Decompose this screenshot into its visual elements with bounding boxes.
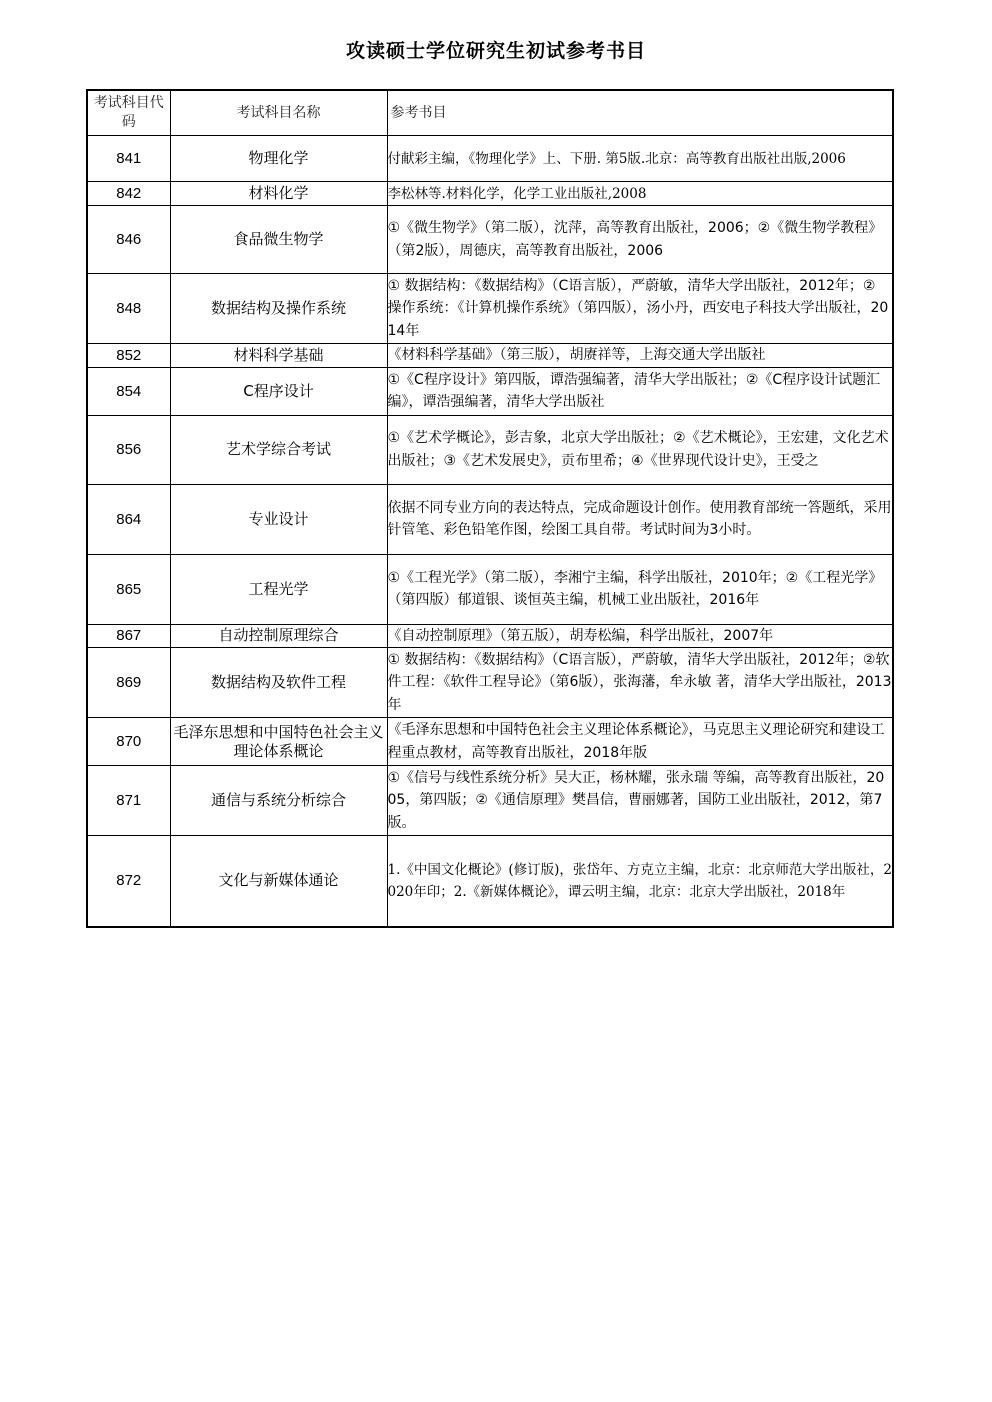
table-row (87, 648, 893, 718)
subject-name: 艺术学综合考试 (170, 415, 387, 484)
table-row (87, 367, 893, 415)
reference-books: ① 数据结构：《数据结构》（C语言版），严蔚敏，清华大学出版社，2012年；② 操作系统：《计算机操作系统》（第四版），汤小丹，西安电子科技大学出版社，2014年 (387, 274, 893, 344)
table-row (87, 484, 893, 554)
reference-books: 《材料科学基础》（第三版），胡赓祥等，上海交通大学出版社 (387, 344, 893, 368)
reference-books: 李松林等.材料化学，化学工业出版社,2008 (387, 182, 893, 206)
subject-name: 数据结构及操作系统 (170, 274, 387, 344)
page-title: 攻读硕士学位研究生初试参考书目 (345, 40, 646, 62)
subject-code: 864 (87, 484, 170, 554)
subject-name: 工程光学 (170, 554, 387, 624)
subject-code: 869 (87, 648, 170, 718)
subject-name: 材料科学基础 (170, 344, 387, 368)
subject-name: 通信与系统分析综合 (170, 766, 387, 836)
table-row (87, 766, 893, 836)
reference-books: ①《工程光学》（第二版），李湘宁主编，科学出版社，2010年；②《工程光学》（第四版）郁道银、谈恒英主编，机械工业出版社，2016年 (387, 554, 893, 624)
subject-code: 852 (87, 344, 170, 368)
reference-books: 1.《中国文化概论》(修订版)，张岱年、方克立主编，北京：北京师范大学出版社，2020年印；2.《新媒体概论》，谭云明主编，北京：北京大学出版社，2018年 (387, 836, 893, 927)
header-code: 考试科目代码 (87, 90, 170, 136)
subject-name: 自动控制原理综合 (170, 624, 387, 648)
table-row (87, 836, 893, 927)
subject-name: 毛泽东思想和中国特色社会主义理论体系概论 (170, 718, 387, 766)
subject-name: 专业设计 (170, 484, 387, 554)
subject-code: 867 (87, 624, 170, 648)
table-row (87, 206, 893, 274)
subject-code: 846 (87, 206, 170, 274)
subject-code: 841 (87, 136, 170, 182)
reference-books: ①《微生物学》（第二版），沈萍，高等教育出版社，2006；②《微生物学教程》（第2版），周德庆，高等教育出版社，2006 (387, 206, 893, 274)
subject-code: 870 (87, 718, 170, 766)
table-row (87, 415, 893, 484)
reference-books: 《自动控制原理》（第五版），胡寿松编，科学出版社，2007年 (387, 624, 893, 648)
subject-code: 865 (87, 554, 170, 624)
subject-name: 数据结构及软件工程 (170, 648, 387, 718)
table-row (87, 182, 893, 206)
subject-code: 854 (87, 367, 170, 415)
subject-name: 材料化学 (170, 182, 387, 206)
table-row (87, 136, 893, 182)
table-header-row (87, 90, 893, 136)
subject-name: 食品微生物学 (170, 206, 387, 274)
table-row (87, 718, 893, 766)
subject-name: 文化与新媒体通论 (170, 836, 387, 927)
subject-code: 871 (87, 766, 170, 836)
header-name: 考试科目名称 (170, 90, 387, 136)
reference-books: ① 数据结构：《数据结构》（C语言版），严蔚敏，清华大学出版社，2012年；②软件工程：《软件工程导论》（第6版），张海藩，牟永敏 著，清华大学出版社，2013年 (387, 648, 893, 718)
table-row (87, 624, 893, 648)
reference-books: ①《艺术学概论》，彭吉象，北京大学出版社；②《艺术概论》，王宏建，文化艺术出版社；③《艺术发展史》，贡布里希；④《世界现代设计史》，王受之 (387, 415, 893, 484)
reference-books: 《毛泽东思想和中国特色社会主义理论体系概论》，马克思主义理论研究和建设工程重点教材，高等教育出版社，2018年版 (387, 718, 893, 766)
table-row (87, 344, 893, 368)
header-ref: 参考书目 (387, 90, 893, 136)
subject-code: 856 (87, 415, 170, 484)
subject-code: 842 (87, 182, 170, 206)
reference-books: ①《C程序设计》第四版，谭浩强编著，清华大学出版社；②《C程序设计试题汇编》，谭浩强编著，清华大学出版社 (387, 367, 893, 415)
reference-books: 依据不同专业方向的表达特点，完成命题设计创作。使用教育部统一答题纸，采用针管笔、彩色铅笔作图，绘图工具自带。考试时间为3小时。 (387, 484, 893, 554)
reference-books-table (86, 89, 894, 928)
subject-code: 848 (87, 274, 170, 344)
table-row (87, 274, 893, 344)
reference-books: 付献彩主编，《物理化学》上、下册. 第5版.北京：高等教育出版社出版,2006 (387, 136, 893, 182)
subject-name: 物理化学 (170, 136, 387, 182)
table-row (87, 554, 893, 624)
reference-books: ①《信号与线性系统分析》吴大正，杨林耀，张永瑞 等编，高等教育出版社，2005，第四版；②《通信原理》樊昌信，曹丽娜著，国防工业出版社，2012，第7版。 (387, 766, 893, 836)
subject-code: 872 (87, 836, 170, 927)
subject-name: C程序设计 (170, 367, 387, 415)
